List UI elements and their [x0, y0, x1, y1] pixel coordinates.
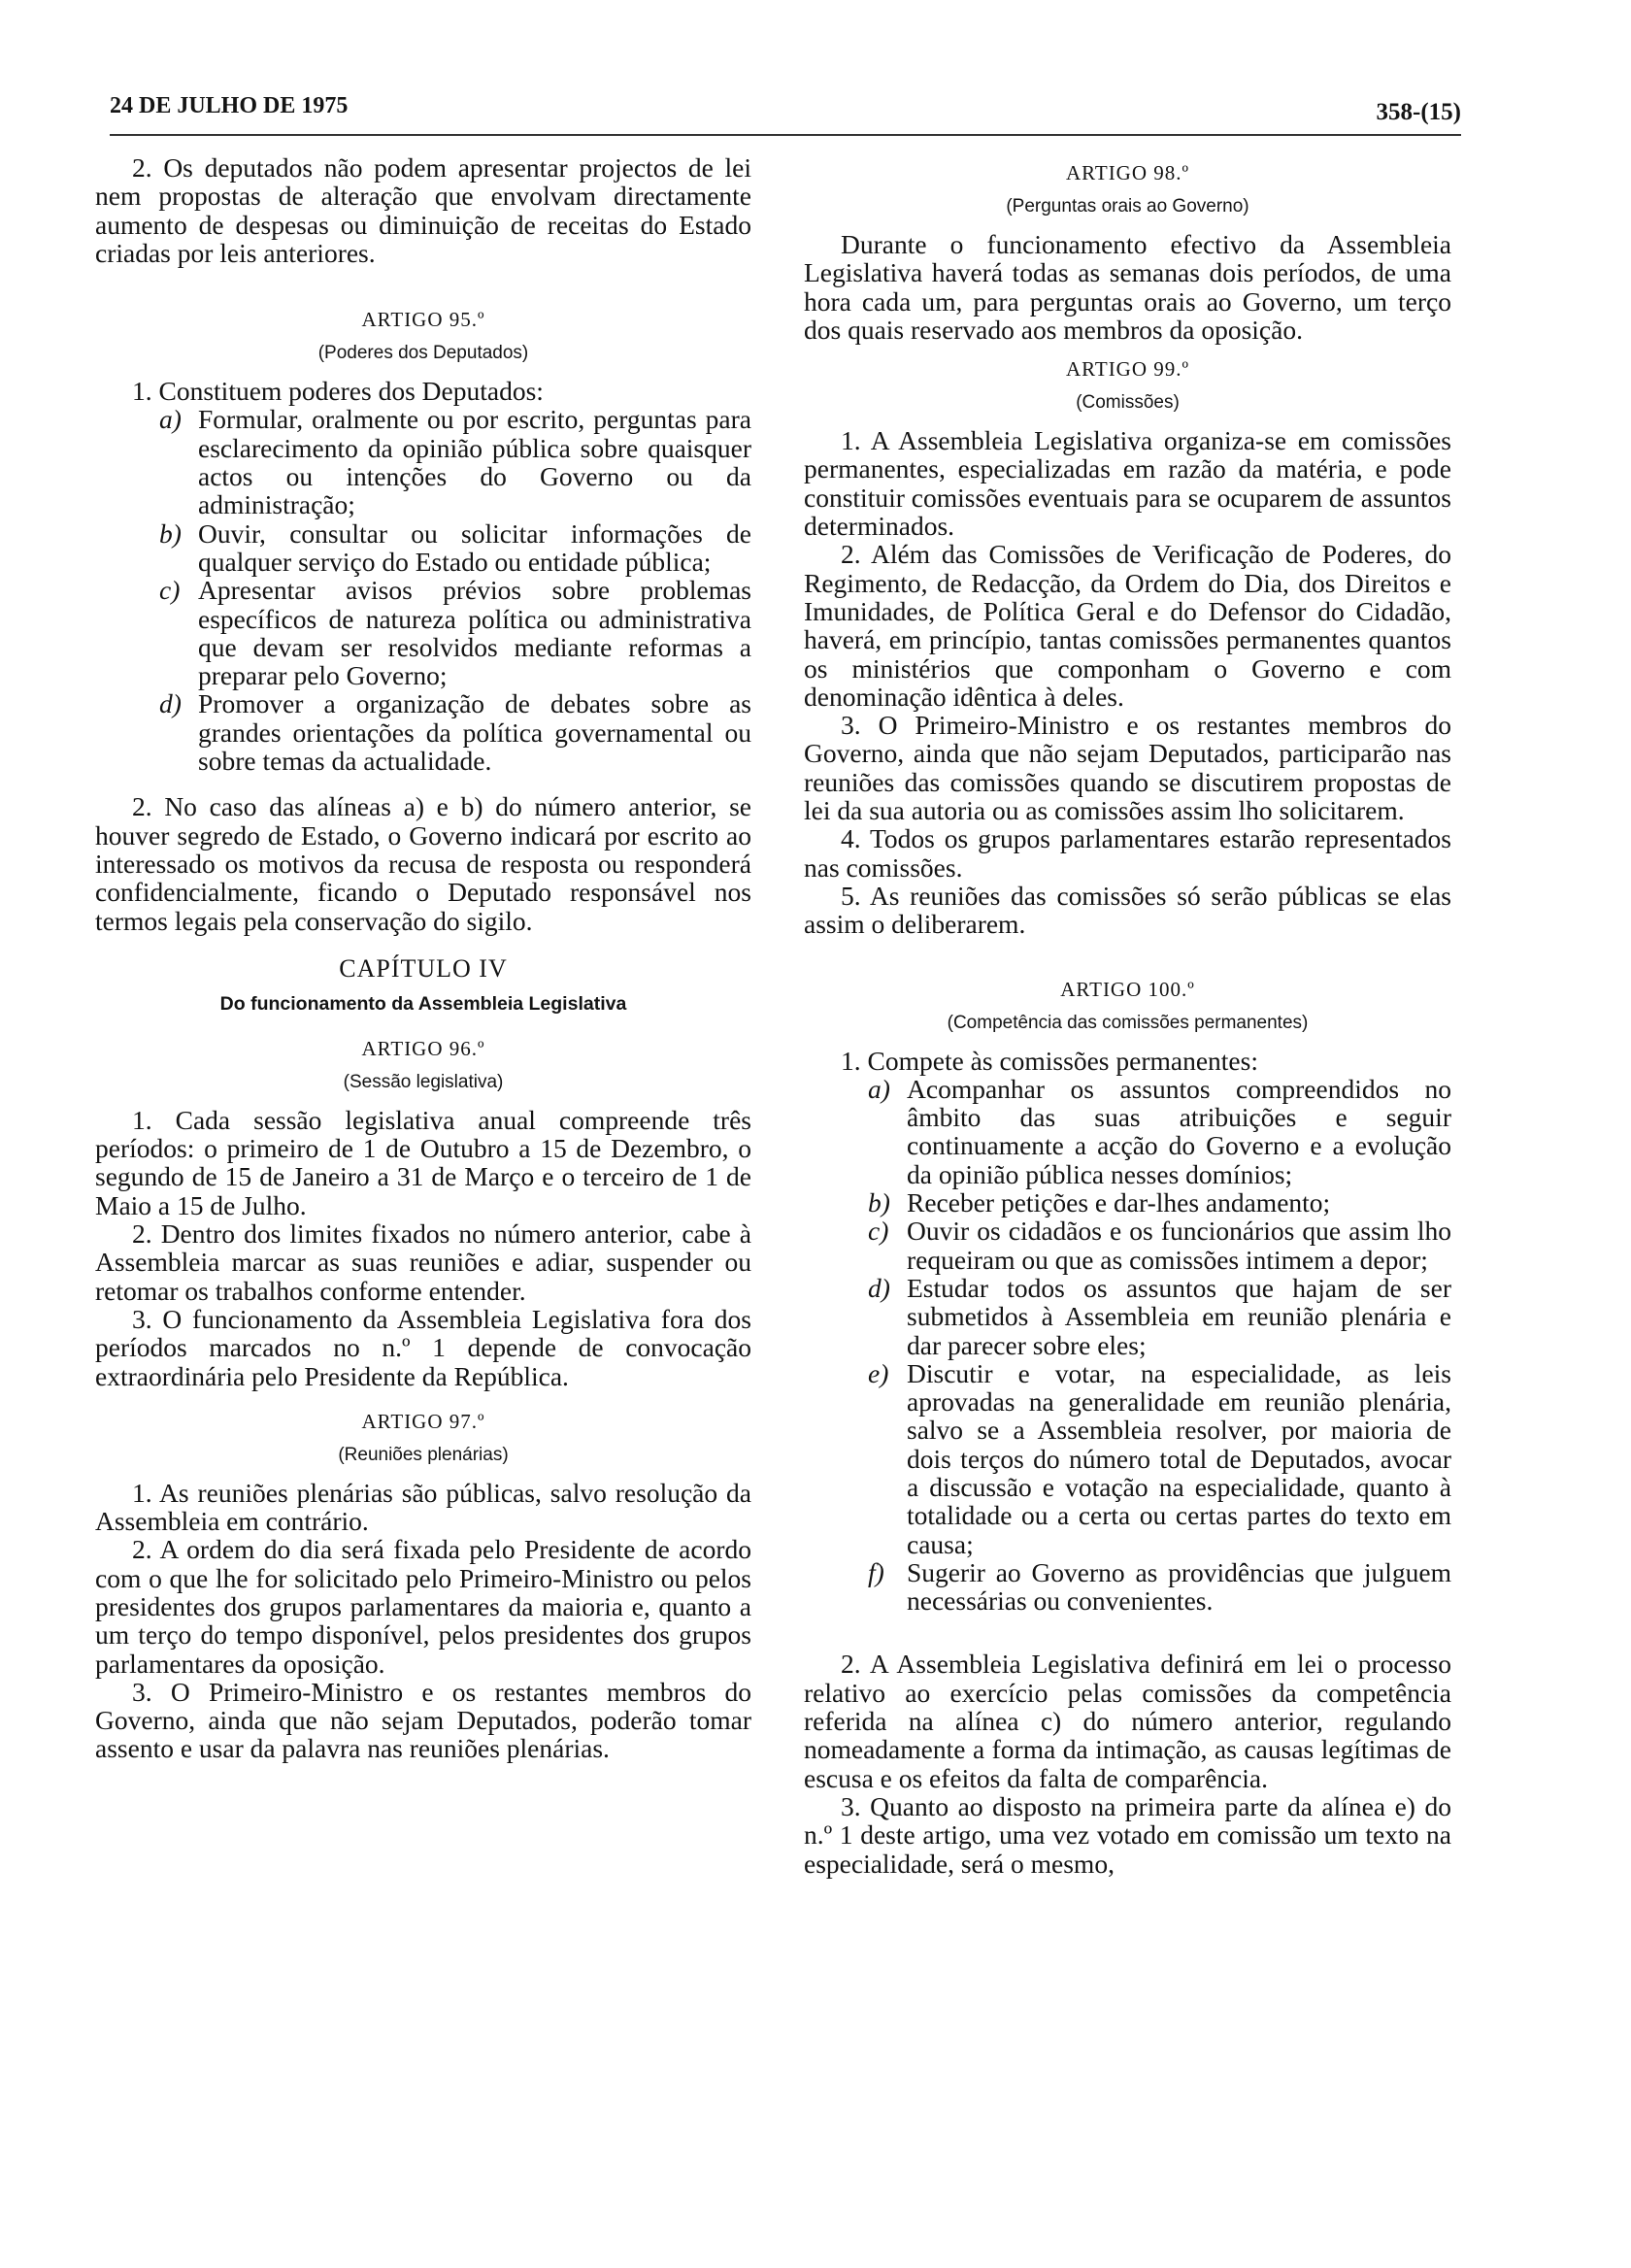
chapter-title: CAPÍTULO IV	[339, 953, 508, 983]
article-97-paragraph: 2. A ordem do dia será fixada pelo Presidente de acordo com o que lhe for solicitado pelo Primeiro-Ministro ou pelos presidentes dos grupos parlamentares da maioria e, quanto a um terço do tempo disponível, pelos presidentes dos grupos parlamentares da oposição.	[95, 1534, 751, 1679]
article-100-title: ARTIGO 100.º	[1060, 977, 1195, 1001]
chapter-subtitle: Do funcionamento da Assembleia Legislativa	[219, 992, 627, 1015]
alinea-item	[804, 1558, 1451, 1616]
article-99-paragraph: 5. As reuniões das comissões só serão públicas se elas assim o deliberarem.	[804, 880, 1451, 940]
article-97-paragraph: 1. As reuniões plenárias são públicas, salvo resolução da Assembleia em contrário.	[95, 1477, 751, 1537]
alinea-marker: b)	[159, 517, 182, 549]
alinea-text: Acompanhar os assuntos compreendidos no âmbito das suas atribuições e seguir continuamente a acção do Governo e a evolução da opinião pública nesses domínios;	[907, 1073, 1451, 1189]
alinea-text: Promover a organização de debates sobre as grandes orientações da política governamental ou sobre temas da actualidade.	[198, 688, 751, 777]
alinea-item	[95, 519, 751, 577]
article-97-paragraph: 3. O Primeiro-Ministro e os restantes membros do Governo, ainda que não sejam Deputados, poderão tomar assento e usar da palavra nas reuniões plenárias.	[95, 1676, 751, 1764]
alinea-text: Ouvir, consultar ou solicitar informações de qualquer serviço do Estado ou entidade pública;	[198, 517, 751, 577]
article-99-paragraph: 2. Além das Comissões de Verificação de Poderes, do Regimento, de Redacção, da Ordem do Dia, dos Direitos e Imunidades, de Política Geral e do Defensor do Cidadão, haverá, em princípio, tantas comissões permanentes quantos os ministérios que componham o Governo e com denominação idêntica à deles.	[804, 539, 1451, 712]
alinea-text: Receber petições e dar-lhes andamento;	[907, 1187, 1331, 1218]
alinea-marker: d)	[159, 688, 182, 719]
alinea-item	[95, 576, 751, 689]
article-99-paragraph: 4. Todos os grupos parlamentares estarão representados nas comissões.	[804, 823, 1451, 883]
article-96-title: ARTIGO 96.º	[361, 1036, 485, 1060]
article-100-alineas	[804, 1075, 1451, 1616]
alinea-item	[804, 1274, 1451, 1359]
article-98-subtitle: (Perguntas orais ao Governo)	[1006, 196, 1249, 217]
article-95-paragraph-2: 2. No caso das alíneas a) e b) do número anterior, se houver segredo de Estado, o Governo indicará por escrito ao interessado os motivos da recusa de resposta ou responderá confidencialmente, ficando o Deputado responsável nos termos legais pela conservação do sigilo.	[95, 791, 751, 936]
article-99-title: ARTIGO 99.º	[1065, 357, 1190, 382]
alinea-item	[804, 1359, 1451, 1558]
article-100-subtitle: (Competência das comissões permanentes)	[947, 1012, 1309, 1033]
left-column	[95, 153, 751, 1763]
article-97-title: ARTIGO 97.º	[361, 1409, 485, 1433]
alinea-marker: f)	[868, 1556, 884, 1587]
article-95-title: ARTIGO 95.º	[361, 308, 485, 332]
alinea-marker: b)	[868, 1187, 890, 1218]
alinea-marker: d)	[868, 1272, 890, 1303]
alinea-text: Formular, oralmente ou por escrito, perguntas para esclarecimento da opinião pública sobre quaisquer actos ou intenções do Governo ou da administração;	[198, 404, 751, 520]
article-100-paragraph: 3. Quanto ao disposto na primeira parte da alínea e) do n.º 1 deste artigo, uma vez votado em comissão um texto na especialidade, será o mesmo,	[804, 1790, 1451, 1879]
article-99-paragraph: 1. A Assembleia Legislativa organiza-se em comissões permanentes, especializadas em razão da matéria, e pode constituir comissões eventuais para se ocuparem de assuntos determinados.	[804, 425, 1451, 542]
article-99-subtitle: (Comissões)	[1076, 392, 1180, 414]
alinea-text: Sugerir ao Governo as providências que julguem necessárias ou convenientes.	[907, 1556, 1451, 1617]
alinea-marker: c)	[159, 575, 181, 606]
alinea-item	[95, 405, 751, 518]
alinea-item	[804, 1217, 1451, 1274]
alinea-item	[804, 1188, 1451, 1217]
header-page-number: 358-(15)	[1376, 99, 1461, 125]
article-96-subtitle: (Sessão legislativa)	[343, 1071, 504, 1092]
article-95-subtitle: (Poderes dos Deputados)	[317, 343, 529, 364]
article-95-alineas	[95, 405, 751, 775]
article-98-title: ARTIGO 98.º	[1065, 161, 1190, 184]
intro-paragraph: 2. Os deputados não podem apresentar projectos de lei nem propostas de alteração que envolvam directamente aumento de despesas ou diminuição de receitas do Estado criadas por leis anteriores.	[95, 152, 751, 268]
article-100-paragraph-1: 1. Compete às comissões permanentes:	[841, 1045, 1258, 1076]
header-date: 24 DE JULHO DE 1975	[110, 93, 349, 118]
article-96-paragraph: 3. O funcionamento da Assembleia Legislativa fora dos períodos marcados no n.º 1 depende de convocação extraordinária pelo Presidente da República.	[95, 1303, 751, 1391]
alinea-text: Apresentar avisos prévios sobre problemas específicos de natureza política ou administrativa que devam ser resolvidos mediante reformas a preparar pelo Governo;	[198, 575, 751, 691]
article-97-subtitle: (Reuniões plenárias)	[338, 1444, 509, 1465]
alinea-text: Discutir e votar, na especialidade, as leis aprovadas na generalidade em reunião plenária, salvo se a Assembleia resolver, por maioria de dois terços do número total de Deputados, avocar a discussão e votação na especialidade, quanto à totalidade ou a certa ou certas partes do texto em causa;	[907, 1357, 1451, 1559]
alinea-text: Ouvir os cidadãos e os funcionários que assim lho requeiram ou que as comissões intimem a depor;	[907, 1216, 1451, 1275]
article-100-paragraph: 2. A Assembleia Legislativa definirá em lei o processo relativo ao exercício pelas comissões da competência referida na alínea c) do número anterior, regulando nomeadamente a forma da intimação, as causas legítimas de escusa e os efeitos da falta de comparência.	[804, 1649, 1451, 1793]
alinea-marker: a)	[159, 404, 182, 435]
alinea-item	[804, 1075, 1451, 1188]
alinea-marker: e)	[868, 1357, 889, 1388]
article-99-paragraph: 3. O Primeiro-Ministro e os restantes membros do Governo, ainda que não sejam Deputados, participarão nas reuniões das comissões quando se discutirem propostas de lei da sua autoria ou as comissões assim lho solicitarem.	[804, 710, 1451, 826]
article-96-paragraph: 1. Cada sessão legislativa anual compreende três períodos: o primeiro de 1 de Outubro a 15 de Dezembro, o segundo de 15 de Janeiro a 31 de Março e o terceiro de 1 de Maio a 15 de Julho.	[95, 1104, 751, 1220]
article-96-paragraph: 2. Dentro dos limites fixados no número anterior, cabe à Assembleia marcar as suas reuniões e adiar, suspender ou retomar os trabalhos conforme entender.	[95, 1218, 751, 1306]
alinea-text: Estudar todos os assuntos que hajam de ser submetidos à Assembleia em reunião plenária e dar parecer sobre eles;	[907, 1272, 1451, 1360]
alinea-marker: a)	[868, 1073, 890, 1104]
alinea-marker: c)	[868, 1216, 889, 1247]
article-95-paragraph-1: 1. Constituem poderes dos Deputados:	[132, 376, 544, 407]
alinea-item	[95, 689, 751, 775]
right-column	[804, 153, 1451, 1878]
article-98-paragraph: Durante o funcionamento efectivo da Assembleia Legislativa haverá todas as semanas dois períodos, de uma hora cada um, para perguntas orais ao Governo, um terço dos quais reservado aos membros da oposição.	[804, 229, 1451, 345]
page-header	[110, 93, 1461, 136]
